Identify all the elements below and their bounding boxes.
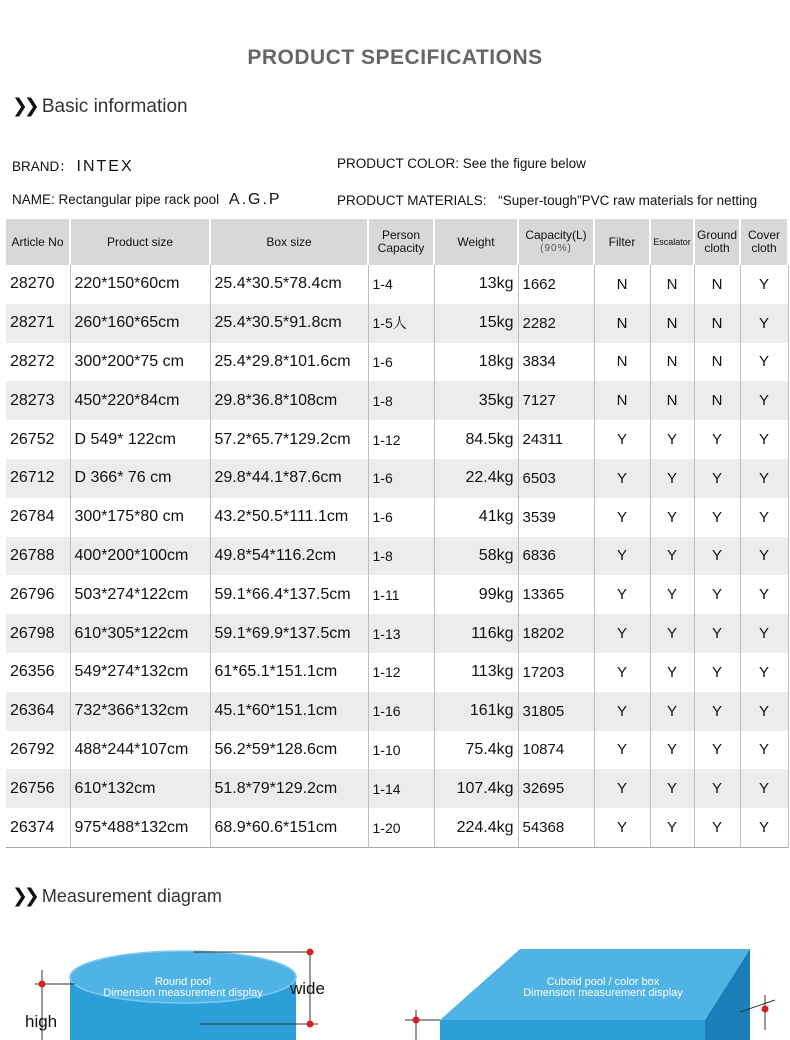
cell-weight: 13kg bbox=[434, 265, 518, 304]
measurement-heading bbox=[12, 885, 222, 908]
cell-size: 610*305*122cm bbox=[70, 614, 210, 653]
cell-person: 1-13 bbox=[368, 614, 434, 653]
header-capacity-sub: (90%) bbox=[540, 243, 572, 254]
cell-ground: N bbox=[694, 304, 740, 343]
cell-capacity: 18202 bbox=[518, 614, 594, 653]
cell-weight: 116kg bbox=[434, 614, 518, 653]
cell-escalator: Y bbox=[650, 537, 694, 576]
cell-article: 26784 bbox=[6, 498, 70, 537]
cell-weight: 15kg bbox=[434, 304, 518, 343]
table-row bbox=[6, 537, 788, 576]
materials-label: PRODUCT MATERIALS: bbox=[337, 193, 487, 208]
cell-article: 26374 bbox=[6, 808, 70, 847]
cell-cover: Y bbox=[740, 808, 788, 847]
cell-escalator: Y bbox=[650, 614, 694, 653]
cell-box: 25.4*29.8*101.6cm bbox=[210, 343, 368, 382]
double-chevron-icon: ❯❯ bbox=[12, 886, 36, 907]
cell-person: 1-8 bbox=[368, 381, 434, 420]
cell-weight: 18kg bbox=[434, 343, 518, 382]
cell-ground: Y bbox=[694, 420, 740, 459]
cell-cover: Y bbox=[740, 420, 788, 459]
materials-line bbox=[337, 193, 757, 208]
cell-article: 26792 bbox=[6, 731, 70, 770]
table-body bbox=[6, 265, 788, 847]
wide-label: wide bbox=[290, 979, 325, 998]
header-box: Box size bbox=[210, 219, 368, 265]
color-line bbox=[337, 156, 586, 171]
color-label: PRODUCT COLOR: bbox=[337, 156, 460, 171]
cell-article: 28270 bbox=[6, 265, 70, 304]
cuboid-marker-right bbox=[762, 1006, 769, 1013]
cell-person: 1-12 bbox=[368, 420, 434, 459]
cell-person: 1-4 bbox=[368, 265, 434, 304]
cell-box: 29.8*44.1*87.6cm bbox=[210, 459, 368, 498]
cell-weight: 22.4kg bbox=[434, 459, 518, 498]
table-row bbox=[6, 304, 788, 343]
cell-weight: 41kg bbox=[434, 498, 518, 537]
cell-escalator: Y bbox=[650, 769, 694, 808]
round-pool-line1: Round pool bbox=[154, 976, 212, 988]
cell-size: 400*200*100cm bbox=[70, 537, 210, 576]
brand-line bbox=[12, 155, 134, 176]
cuboid-line1: Cuboid pool / color box bbox=[546, 976, 660, 988]
cell-ground: Y bbox=[694, 614, 740, 653]
cell-filter: N bbox=[594, 381, 650, 420]
cell-weight: 84.5kg bbox=[434, 420, 518, 459]
cell-size: 975*488*132cm bbox=[70, 808, 210, 847]
cell-box: 59.1*66.4*137.5cm bbox=[210, 575, 368, 614]
cell-size: 220*150*60cm bbox=[70, 265, 210, 304]
cell-person: 1-6 bbox=[368, 459, 434, 498]
cell-ground: N bbox=[694, 265, 740, 304]
cell-cover: Y bbox=[740, 381, 788, 420]
cell-article: 26752 bbox=[6, 420, 70, 459]
cell-escalator: Y bbox=[650, 420, 694, 459]
cell-capacity: 17203 bbox=[518, 653, 594, 692]
spec-table bbox=[6, 219, 789, 848]
cell-ground: Y bbox=[694, 498, 740, 537]
cell-weight: 224.4kg bbox=[434, 808, 518, 847]
cuboid-pool-graphic bbox=[405, 949, 775, 1040]
cell-size: 300*200*75 cm bbox=[70, 343, 210, 382]
cell-filter: N bbox=[594, 265, 650, 304]
cell-ground: Y bbox=[694, 769, 740, 808]
cell-box: 25.4*30.5*91.8cm bbox=[210, 304, 368, 343]
cell-escalator: N bbox=[650, 381, 694, 420]
measurement-diagram bbox=[0, 940, 790, 1040]
cell-person: 1-5人 bbox=[368, 304, 434, 343]
cell-capacity: 10874 bbox=[518, 731, 594, 770]
diagram-svg bbox=[0, 940, 790, 1040]
height-marker-top bbox=[39, 981, 46, 988]
cell-escalator: Y bbox=[650, 459, 694, 498]
width-marker-bottom bbox=[307, 1021, 314, 1028]
cell-article: 26712 bbox=[6, 459, 70, 498]
cell-article: 26364 bbox=[6, 692, 70, 731]
measurement-label: Measurement diagram bbox=[41, 886, 222, 906]
cell-person: 1-20 bbox=[368, 808, 434, 847]
table-row bbox=[6, 381, 788, 420]
cell-cover: Y bbox=[740, 614, 788, 653]
header-ground: Ground cloth bbox=[694, 219, 740, 265]
cell-person: 1-14 bbox=[368, 769, 434, 808]
high-label: high bbox=[25, 1012, 58, 1031]
cell-escalator: N bbox=[650, 265, 694, 304]
cell-filter: Y bbox=[594, 498, 650, 537]
cell-ground: Y bbox=[694, 692, 740, 731]
table-row bbox=[6, 420, 788, 459]
cell-size: 549*274*132cm bbox=[70, 653, 210, 692]
cell-cover: Y bbox=[740, 537, 788, 576]
header-weight: Weight bbox=[434, 219, 518, 265]
cuboid-marker-left bbox=[413, 1017, 420, 1024]
name-value: Rectangular pipe rack pool bbox=[58, 192, 220, 207]
cell-capacity: 7127 bbox=[518, 381, 594, 420]
cell-box: 29.8*36.8*108cm bbox=[210, 381, 368, 420]
cell-size: D 549* 122cm bbox=[70, 420, 210, 459]
name-line bbox=[12, 191, 282, 209]
cell-box: 56.2*59*128.6cm bbox=[210, 731, 368, 770]
cell-ground: Y bbox=[694, 731, 740, 770]
cell-escalator: Y bbox=[650, 692, 694, 731]
header-escalator: Escalator bbox=[650, 219, 694, 265]
cell-capacity: 13365 bbox=[518, 575, 594, 614]
cell-article: 26356 bbox=[6, 653, 70, 692]
table-row bbox=[6, 459, 788, 498]
cell-capacity: 2282 bbox=[518, 304, 594, 343]
header-cover: Cover cloth bbox=[740, 219, 788, 265]
cell-cover: Y bbox=[740, 498, 788, 537]
cell-article: 28273 bbox=[6, 381, 70, 420]
cell-box: 51.8*79*129.2cm bbox=[210, 769, 368, 808]
basic-info-label: Basic information bbox=[41, 95, 188, 117]
cell-weight: 107.4kg bbox=[434, 769, 518, 808]
cell-person: 1-6 bbox=[368, 498, 434, 537]
header-article: Article No bbox=[6, 219, 70, 265]
cell-article: 28272 bbox=[6, 343, 70, 382]
basic-info-heading bbox=[12, 95, 188, 118]
cell-ground: N bbox=[694, 343, 740, 382]
cell-person: 1-8 bbox=[368, 537, 434, 576]
name-suffix: A.G.P bbox=[228, 191, 282, 208]
cell-ground: Y bbox=[694, 537, 740, 576]
cell-box: 57.2*65.7*129.2cm bbox=[210, 420, 368, 459]
table-row bbox=[6, 808, 788, 847]
table-row bbox=[6, 575, 788, 614]
cell-weight: 58kg bbox=[434, 537, 518, 576]
cell-ground: Y bbox=[694, 653, 740, 692]
cell-box: 45.1*60*151.1cm bbox=[210, 692, 368, 731]
table-row bbox=[6, 498, 788, 537]
cell-ground: Y bbox=[694, 575, 740, 614]
color-value: See the figure below bbox=[462, 156, 586, 171]
cell-ground: Y bbox=[694, 459, 740, 498]
cell-person: 1-12 bbox=[368, 653, 434, 692]
cell-article: 26788 bbox=[6, 537, 70, 576]
cell-filter: N bbox=[594, 343, 650, 382]
cell-filter: Y bbox=[594, 575, 650, 614]
cell-filter: Y bbox=[594, 537, 650, 576]
cell-cover: Y bbox=[740, 459, 788, 498]
cell-escalator: Y bbox=[650, 653, 694, 692]
cell-escalator: Y bbox=[650, 808, 694, 847]
cell-box: 49.8*54*116.2cm bbox=[210, 537, 368, 576]
cell-filter: Y bbox=[594, 614, 650, 653]
round-pool-graphic bbox=[25, 949, 325, 1040]
table-row bbox=[6, 769, 788, 808]
cell-escalator: Y bbox=[650, 575, 694, 614]
cell-filter: Y bbox=[594, 692, 650, 731]
cell-box: 43.2*50.5*111.1cm bbox=[210, 498, 368, 537]
cell-weight: 113kg bbox=[434, 653, 518, 692]
header-size: Product size bbox=[70, 219, 210, 265]
brand-label: BRAND： bbox=[12, 159, 73, 174]
table-row bbox=[6, 653, 788, 692]
cell-size: D 366* 76 cm bbox=[70, 459, 210, 498]
cell-box: 61*65.1*151.1cm bbox=[210, 653, 368, 692]
cell-person: 1-6 bbox=[368, 343, 434, 382]
cell-cover: Y bbox=[740, 653, 788, 692]
table-header-row bbox=[6, 219, 788, 265]
cell-cover: Y bbox=[740, 731, 788, 770]
double-chevron-icon: ❯❯ bbox=[12, 96, 36, 117]
cuboid-line2: Dimension measurement display bbox=[523, 987, 683, 999]
cell-filter: Y bbox=[594, 420, 650, 459]
cell-size: 260*160*65cm bbox=[70, 304, 210, 343]
cell-person: 1-16 bbox=[368, 692, 434, 731]
cell-size: 450*220*84cm bbox=[70, 381, 210, 420]
page-title: PRODUCT SPECIFICATIONS bbox=[247, 46, 543, 69]
width-marker-top bbox=[307, 949, 314, 956]
cell-filter: Y bbox=[594, 808, 650, 847]
cell-weight: 75.4kg bbox=[434, 731, 518, 770]
name-label: NAME: bbox=[12, 192, 55, 207]
cell-size: 732*366*132cm bbox=[70, 692, 210, 731]
cell-capacity: 24311 bbox=[518, 420, 594, 459]
cell-capacity: 31805 bbox=[518, 692, 594, 731]
cell-filter: Y bbox=[594, 459, 650, 498]
cell-capacity: 1662 bbox=[518, 265, 594, 304]
table-row bbox=[6, 265, 788, 304]
cell-article: 26796 bbox=[6, 575, 70, 614]
cell-size: 488*244*107cm bbox=[70, 731, 210, 770]
header-filter: Filter bbox=[594, 219, 650, 265]
round-pool-line2: Dimension measurement display bbox=[103, 987, 263, 999]
table-row bbox=[6, 731, 788, 770]
cell-person: 1-11 bbox=[368, 575, 434, 614]
cell-weight: 35kg bbox=[434, 381, 518, 420]
cell-filter: Y bbox=[594, 731, 650, 770]
cell-capacity: 32695 bbox=[518, 769, 594, 808]
cell-filter: N bbox=[594, 304, 650, 343]
cell-ground: Y bbox=[694, 808, 740, 847]
header-capacity-label: Capacity(L) bbox=[525, 228, 587, 242]
cell-article: 28271 bbox=[6, 304, 70, 343]
cell-capacity: 3539 bbox=[518, 498, 594, 537]
cell-article: 26756 bbox=[6, 769, 70, 808]
materials-value: “Super-tough”PVC raw materials for netting bbox=[498, 193, 758, 208]
cell-person: 1-10 bbox=[368, 731, 434, 770]
cell-capacity: 3834 bbox=[518, 343, 594, 382]
brand-value: INTEX bbox=[76, 158, 134, 175]
cell-size: 503*274*122cm bbox=[70, 575, 210, 614]
cell-size: 610*132cm bbox=[70, 769, 210, 808]
cell-capacity: 54368 bbox=[518, 808, 594, 847]
cell-article: 26798 bbox=[6, 614, 70, 653]
header-capacity bbox=[518, 219, 594, 265]
cell-capacity: 6836 bbox=[518, 537, 594, 576]
cell-cover: Y bbox=[740, 692, 788, 731]
cell-filter: Y bbox=[594, 653, 650, 692]
cell-cover: Y bbox=[740, 575, 788, 614]
cell-escalator: N bbox=[650, 343, 694, 382]
cell-cover: Y bbox=[740, 265, 788, 304]
cell-escalator: Y bbox=[650, 498, 694, 537]
cell-escalator: N bbox=[650, 304, 694, 343]
cell-filter: Y bbox=[594, 769, 650, 808]
cell-cover: Y bbox=[740, 769, 788, 808]
table-row bbox=[6, 692, 788, 731]
cell-size: 300*175*80 cm bbox=[70, 498, 210, 537]
cell-escalator: Y bbox=[650, 731, 694, 770]
cell-cover: Y bbox=[740, 304, 788, 343]
cell-cover: Y bbox=[740, 343, 788, 382]
cell-weight: 99kg bbox=[434, 575, 518, 614]
header-person: Person Capacity bbox=[368, 219, 434, 265]
cell-ground: N bbox=[694, 381, 740, 420]
table-row bbox=[6, 614, 788, 653]
cell-box: 59.1*69.9*137.5cm bbox=[210, 614, 368, 653]
cell-box: 68.9*60.6*151cm bbox=[210, 808, 368, 847]
cell-box: 25.4*30.5*78.4cm bbox=[210, 265, 368, 304]
cell-weight: 161kg bbox=[434, 692, 518, 731]
cell-capacity: 6503 bbox=[518, 459, 594, 498]
table-row bbox=[6, 343, 788, 382]
